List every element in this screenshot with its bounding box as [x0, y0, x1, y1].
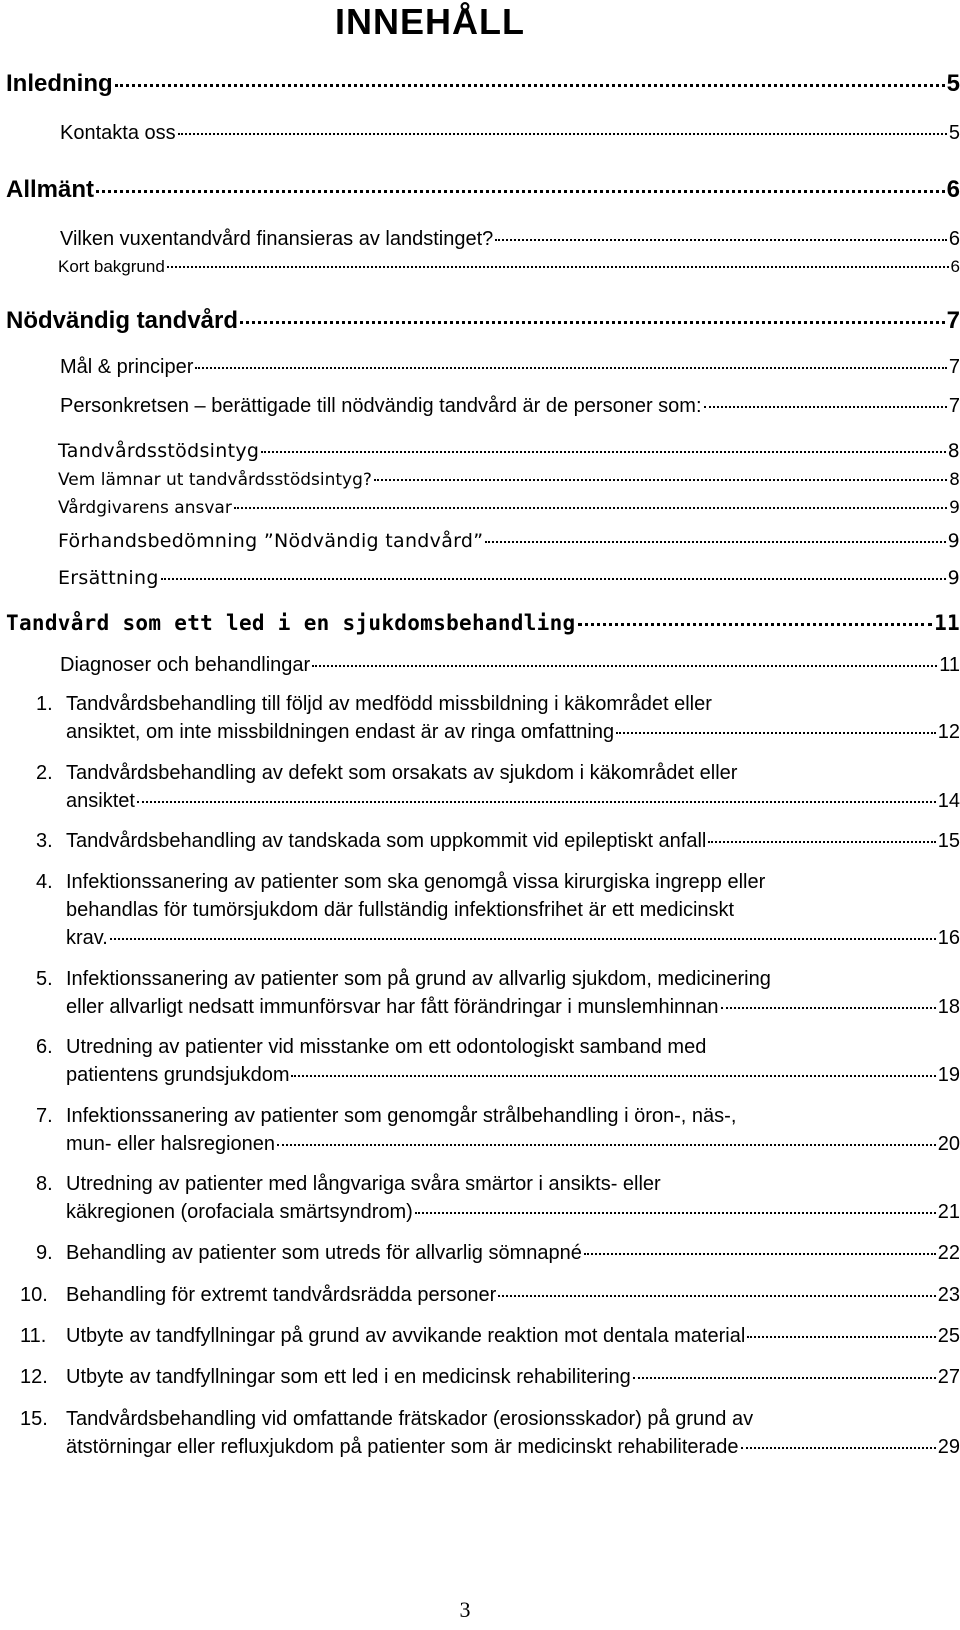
item-number: 2.	[36, 762, 53, 784]
item-text-line: käkregionen (orofaciala smärtsyndrom)	[66, 1201, 413, 1223]
dot-leader	[374, 479, 947, 481]
toc-label: Vårdgivarens ansvar	[58, 498, 232, 518]
dot-leader	[312, 665, 937, 667]
toc-label: Kontakta oss	[60, 122, 176, 144]
dot-leader	[161, 578, 946, 580]
toc-page-number: 6	[946, 176, 960, 203]
item-number: 7.	[36, 1105, 53, 1127]
dot-leader	[721, 1007, 936, 1009]
toc-page-number: 21	[937, 1201, 960, 1223]
dot-leader	[291, 1075, 935, 1077]
toc-page-number: 5	[948, 122, 960, 144]
toc-label: Nödvändig tandvård	[6, 307, 239, 334]
toc-item-10[interactable]	[66, 1284, 960, 1307]
dot-leader	[747, 1336, 935, 1338]
dot-leader	[195, 367, 946, 369]
dot-leader	[498, 1295, 935, 1297]
toc-item-8[interactable]	[66, 1201, 960, 1224]
toc-label: Förhandsbedömning ”Nödvändig tandvård”	[58, 530, 484, 552]
dot-leader	[240, 321, 945, 324]
toc-heading-inledning[interactable]	[6, 70, 960, 98]
toc-heading-allmant[interactable]	[6, 176, 960, 204]
toc-item-6[interactable]	[66, 1064, 960, 1087]
item-text-line: Behandling för extremt tandvårdsrädda personer	[66, 1284, 497, 1306]
item-number: 11.	[20, 1325, 47, 1347]
item-number: 8.	[36, 1173, 53, 1195]
dot-leader	[578, 623, 933, 626]
dot-leader	[167, 266, 949, 268]
item-number: 10.	[20, 1284, 48, 1306]
toc-item-15[interactable]	[66, 1436, 960, 1459]
toc-item-3[interactable]	[66, 830, 960, 853]
item-text-line[interactable]: Tandvårdsbehandling av defekt som orsakats av sjukdom i käkområdet eller	[66, 762, 738, 784]
toc-entry-personkretsen[interactable]	[60, 395, 960, 418]
toc-entry-diagnoser[interactable]	[60, 654, 960, 677]
toc-page-number: 8	[947, 440, 960, 462]
dot-leader	[584, 1253, 936, 1255]
dot-leader	[741, 1447, 936, 1449]
dot-leader	[616, 732, 936, 734]
item-text-line: mun- eller halsregionen	[66, 1133, 276, 1155]
toc-page-number: 9	[947, 567, 960, 589]
item-text-line: krav.	[66, 927, 108, 949]
toc-label: Personkretsen – berättigade till nödvändig tandvård är de personer som:	[60, 395, 702, 417]
toc-entry-tandvardsstodsintyg[interactable]	[58, 440, 960, 462]
toc-item-7[interactable]	[66, 1133, 960, 1156]
toc-page-number: 29	[937, 1436, 960, 1458]
toc-page-number: 9	[949, 498, 960, 518]
item-number: 12.	[20, 1366, 48, 1388]
dot-leader	[115, 84, 945, 87]
dot-leader	[96, 190, 945, 193]
toc-entry-ersattning[interactable]	[58, 567, 960, 589]
dot-leader	[415, 1212, 936, 1214]
toc-item-5[interactable]	[66, 996, 960, 1019]
toc-page-number: 22	[937, 1242, 960, 1264]
toc-label: Vilken vuxentandvård finansieras av landstinget?	[60, 228, 494, 250]
toc-label: Diagnoser och behandlingar	[60, 654, 311, 676]
dot-leader	[137, 801, 936, 803]
item-number: 1.	[36, 693, 53, 715]
toc-label: Mål & principer	[60, 356, 194, 378]
item-text-line[interactable]: Tandvårdsbehandling vid omfattande frätskador (erosionsskador) på grund av	[66, 1408, 754, 1430]
toc-title: INNEHÅLL	[335, 1, 525, 42]
toc-entry-vardgivarens[interactable]	[58, 498, 960, 518]
toc-page-number: 12	[937, 721, 960, 743]
toc-page-number: 6	[948, 228, 960, 250]
toc-page-number: 7	[948, 356, 960, 378]
toc-page-number: 14	[937, 790, 960, 812]
dot-leader	[495, 239, 947, 241]
page-number: 3	[459, 1597, 471, 1622]
toc-page-number: 16	[937, 927, 960, 949]
toc-heading-sjukdomsbehandling[interactable]	[6, 611, 960, 635]
item-text-line[interactable]: Infektionssanering av patienter som på grund av allvarlig sjukdom, medicinering	[66, 968, 771, 990]
toc-item-12[interactable]	[66, 1366, 960, 1389]
item-text-line: Utbyte av tandfyllningar på grund av avvikande reaktion mot dentala material	[66, 1325, 746, 1347]
item-number: 6.	[36, 1036, 53, 1058]
toc-label: Inledning	[6, 70, 113, 97]
item-number: 3.	[36, 830, 53, 852]
item-text-line[interactable]: Utredning av patienter vid misstanke om ett odontologiskt samband med	[66, 1036, 707, 1058]
dot-leader	[261, 451, 945, 453]
item-number: 9.	[36, 1242, 53, 1264]
item-text-line[interactable]: behandlas för tumörsjukdom där fullständig infektionsfrihet är ett medicinskt	[66, 899, 735, 921]
toc-label: Tandvård som ett led i en sjukdomsbehandling	[6, 611, 576, 635]
dot-leader	[485, 541, 945, 543]
toc-page-number: 23	[937, 1284, 960, 1306]
toc-page-number: 11	[939, 654, 960, 676]
toc-page-number: 20	[937, 1133, 960, 1155]
dot-leader	[277, 1144, 936, 1146]
dot-leader	[708, 841, 935, 843]
item-text-line: patientens grundsjukdom	[66, 1064, 290, 1086]
item-text-line: ätstörningar eller refluxjukdom på patienter som är medicinskt rehabiliterade	[66, 1436, 739, 1458]
dot-leader	[178, 133, 947, 135]
toc-entry-vilken[interactable]	[60, 228, 960, 251]
toc-page-number: 11	[934, 611, 960, 635]
item-text-line: ansiktet	[66, 790, 135, 812]
toc-heading-nodvandig[interactable]	[6, 307, 960, 335]
item-number: 4.	[36, 871, 53, 893]
toc-item-4[interactable]	[66, 927, 960, 950]
item-text-line[interactable]: Infektionssanering av patienter som genomgår strålbehandling i öron-, näs-,	[66, 1105, 737, 1127]
toc-entry-vem[interactable]	[58, 470, 960, 490]
toc-label: Kort bakgrund	[58, 257, 165, 276]
toc-page-number: 8	[949, 470, 960, 490]
toc-entry-forhandsbedomning[interactable]	[58, 530, 960, 552]
toc-page-number: 7	[946, 307, 960, 334]
toc-page-number: 5	[946, 70, 960, 97]
toc-page-number: 9	[947, 530, 960, 552]
item-text-line: Utbyte av tandfyllningar som ett led i en medicinsk rehabilitering	[66, 1366, 631, 1388]
item-text-line[interactable]: Utredning av patienter med långvariga svåra smärtor i ansikts- eller	[66, 1173, 661, 1195]
toc-page-number: 25	[937, 1325, 960, 1347]
toc-entry-kort[interactable]	[58, 257, 960, 277]
dot-leader	[633, 1377, 936, 1379]
toc-page-number: 7	[948, 395, 960, 417]
item-number: 5.	[36, 968, 53, 990]
toc-page-number: 18	[937, 996, 960, 1018]
toc-entry-mal[interactable]	[60, 356, 960, 379]
toc-item-1[interactable]	[66, 721, 960, 744]
toc-label: Vem lämnar ut tandvårdsstödsintyg?	[58, 470, 372, 490]
dot-leader	[110, 938, 936, 940]
item-number: 15.	[20, 1408, 48, 1430]
item-text-line: ansiktet, om inte missbildningen endast är av ringa omfattning	[66, 721, 615, 743]
toc-page-number: 15	[937, 830, 960, 852]
toc-page-number: 27	[937, 1366, 960, 1388]
toc-item-2[interactable]	[66, 790, 960, 813]
item-text-line[interactable]: Tandvårdsbehandling till följd av medfödd missbildning i käkområdet eller	[66, 693, 712, 715]
toc-page-number: 6	[950, 257, 960, 276]
toc-item-9[interactable]	[66, 1242, 960, 1265]
toc-entry-kontakta[interactable]	[60, 122, 960, 145]
toc-item-11[interactable]	[66, 1325, 960, 1348]
toc-label: Allmänt	[6, 176, 95, 203]
item-text-line: Tandvårdsbehandling av tandskada som uppkommit vid epileptiskt anfall	[66, 830, 707, 852]
toc-page-number: 19	[937, 1064, 960, 1086]
item-text-line[interactable]: Infektionssanering av patienter som ska genomgå vissa kirurgiska ingrepp eller	[66, 871, 766, 893]
dot-leader	[704, 406, 947, 408]
item-text-line: eller allvarligt nedsatt immunförsvar har fått förändringar i munslemhinnan	[66, 996, 719, 1018]
dot-leader	[234, 507, 947, 509]
toc-label: Tandvårdsstödsintyg	[58, 440, 260, 462]
toc-label: Ersättning	[58, 567, 159, 589]
item-text-line: Behandling av patienter som utreds för allvarlig sömnapné	[66, 1242, 582, 1264]
